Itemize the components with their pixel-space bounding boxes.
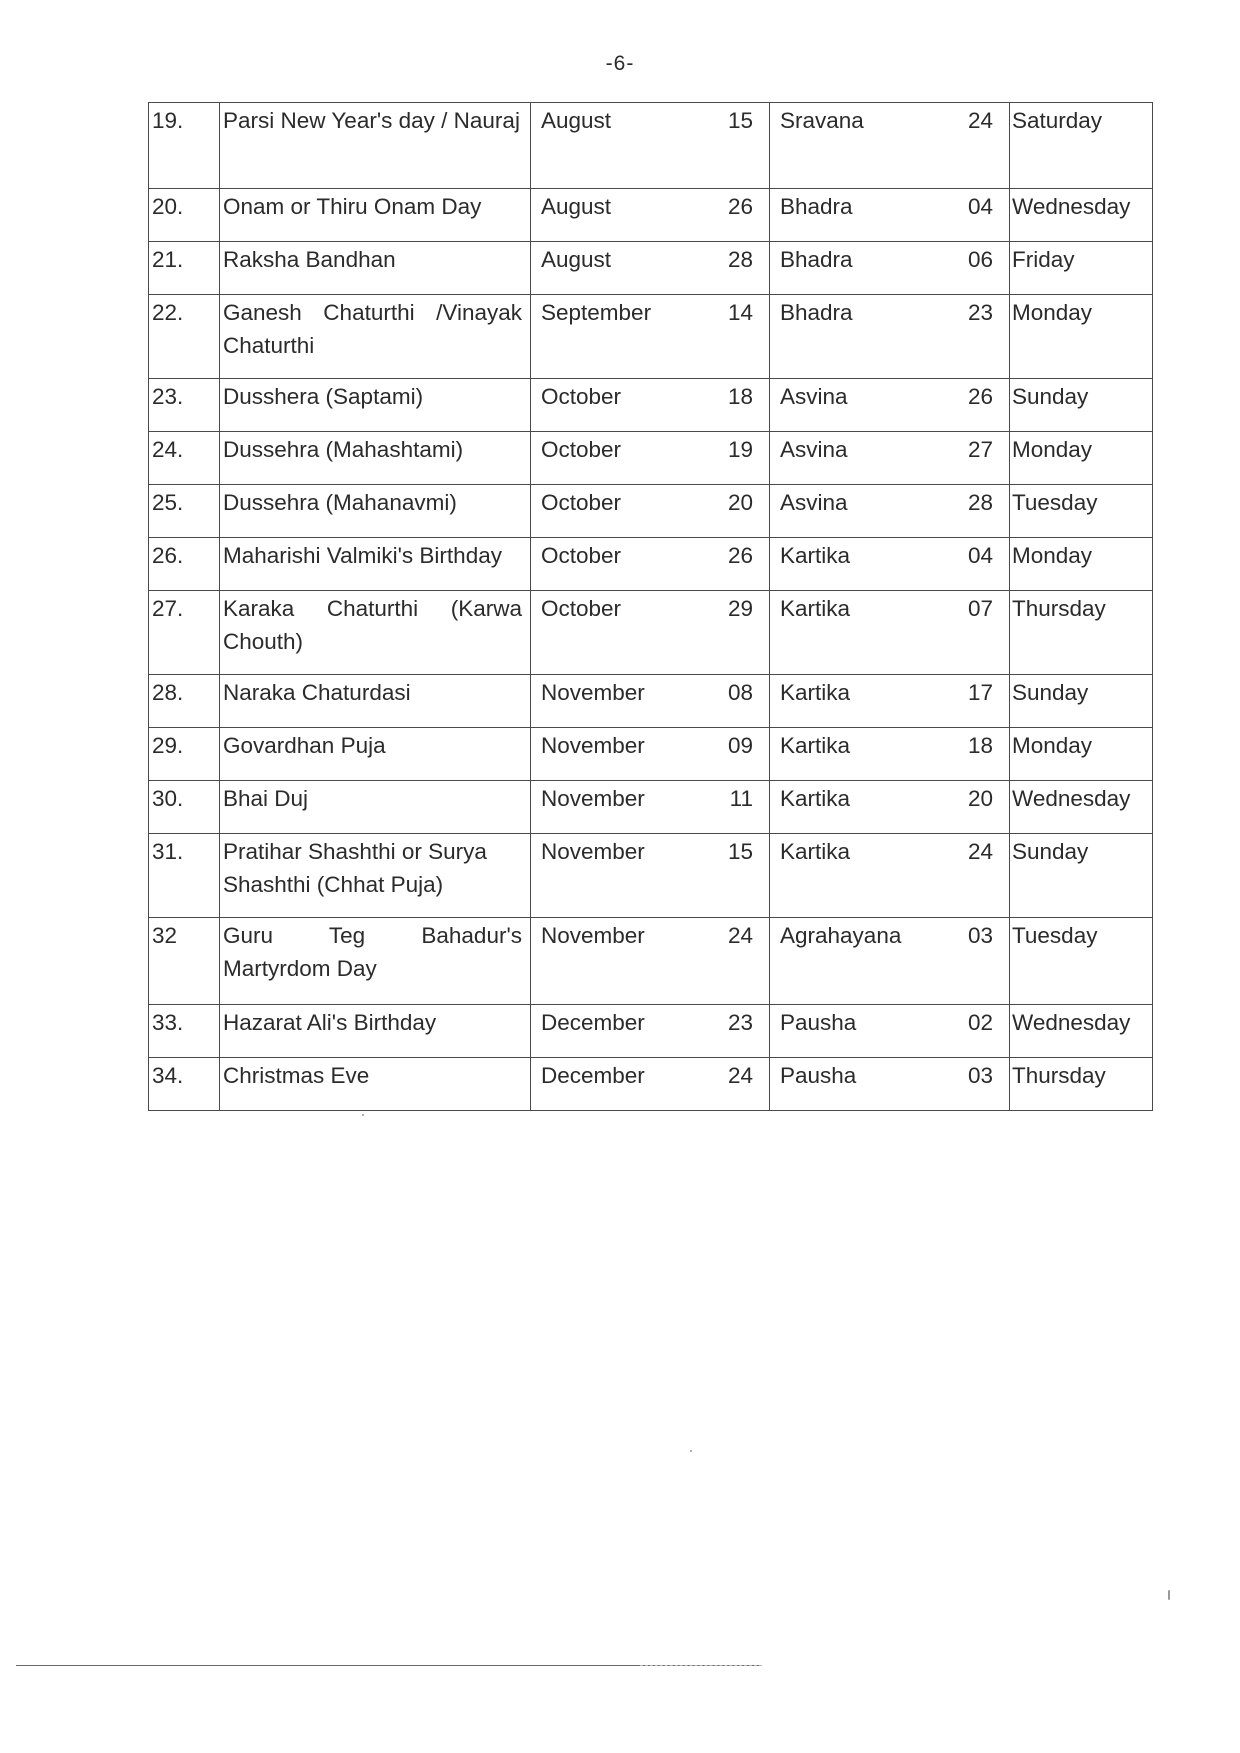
saka-date-cell xyxy=(770,242,1010,295)
gregorian-month: November xyxy=(541,923,645,948)
gregorian-date-cell xyxy=(531,379,770,432)
gregorian-date-cell xyxy=(531,918,770,1005)
holiday-name: Govardhan Puja xyxy=(223,733,386,758)
serial-number-cell xyxy=(149,1005,220,1058)
weekday-cell xyxy=(1010,728,1153,781)
serial-number-cell xyxy=(149,675,220,728)
saka-day: 04 xyxy=(967,194,993,219)
weekday: Monday xyxy=(1012,437,1093,462)
table-row xyxy=(149,591,1153,675)
holiday-name: Dusshera (Saptami) xyxy=(223,384,424,409)
table-row xyxy=(149,189,1153,242)
gregorian-month: October xyxy=(541,543,622,568)
serial-number-cell xyxy=(149,538,220,591)
scan-speck xyxy=(1168,1590,1170,1600)
weekday: Sunday xyxy=(1012,839,1089,864)
serial-number-cell xyxy=(149,103,220,189)
weekday-cell xyxy=(1010,834,1153,918)
weekday-cell xyxy=(1010,538,1153,591)
serial-number: 23. xyxy=(152,384,184,409)
gregorian-day: 26 xyxy=(727,543,753,568)
table-row xyxy=(149,781,1153,834)
gregorian-month: September xyxy=(541,300,652,325)
serial-number: 28. xyxy=(152,680,184,705)
serial-number: 31. xyxy=(152,839,184,864)
gregorian-day: 15 xyxy=(727,108,753,133)
gregorian-day: 09 xyxy=(727,733,753,758)
saka-date-cell xyxy=(770,781,1010,834)
gregorian-date-cell xyxy=(531,538,770,591)
table-row xyxy=(149,538,1153,591)
holiday-name-cell xyxy=(220,295,531,379)
weekday: Wednesday xyxy=(1012,194,1131,219)
serial-number: 33. xyxy=(152,1010,184,1035)
serial-number: 27. xyxy=(152,596,184,621)
gregorian-month: August xyxy=(541,194,612,219)
table-row xyxy=(149,485,1153,538)
weekday: Friday xyxy=(1012,247,1075,272)
gregorian-date-cell xyxy=(531,242,770,295)
gregorian-day: 11 xyxy=(729,786,753,811)
gregorian-month: November xyxy=(541,733,645,758)
scan-speck xyxy=(362,1114,364,1116)
gregorian-month: October xyxy=(541,384,622,409)
weekday-cell xyxy=(1010,242,1153,295)
holiday-name-cell xyxy=(220,242,531,295)
holiday-name: Christmas Eve xyxy=(223,1063,370,1088)
gregorian-month: November xyxy=(541,786,645,811)
table-row xyxy=(149,834,1153,918)
gregorian-date-cell xyxy=(531,432,770,485)
gregorian-day: 26 xyxy=(727,194,753,219)
gregorian-day: 08 xyxy=(727,680,753,705)
gregorian-date-cell xyxy=(531,295,770,379)
serial-number: 19. xyxy=(152,108,184,133)
gregorian-day: 20 xyxy=(727,490,753,515)
holiday-name-cell xyxy=(220,1058,531,1111)
saka-month: Bhadra xyxy=(780,300,853,325)
serial-number: 24. xyxy=(152,437,184,462)
weekday-cell xyxy=(1010,1058,1153,1111)
table-row xyxy=(149,242,1153,295)
holiday-name-cell xyxy=(220,485,531,538)
gregorian-date-cell xyxy=(531,834,770,918)
holiday-name: Naraka Chaturdasi xyxy=(223,680,411,705)
serial-number-cell xyxy=(149,432,220,485)
gregorian-day: 24 xyxy=(727,923,753,948)
serial-number-cell xyxy=(149,591,220,675)
saka-date-cell xyxy=(770,591,1010,675)
serial-number-cell xyxy=(149,1058,220,1111)
gregorian-date-cell xyxy=(531,675,770,728)
table-row xyxy=(149,432,1153,485)
table-row xyxy=(149,1005,1153,1058)
holiday-name: Dussehra (Mahashtami) xyxy=(223,437,464,462)
holiday-table xyxy=(148,102,1153,1111)
serial-number-cell xyxy=(149,379,220,432)
saka-month: Sravana xyxy=(780,108,864,133)
saka-day: 02 xyxy=(967,1010,993,1035)
saka-date-cell xyxy=(770,728,1010,781)
serial-number: 21. xyxy=(152,247,184,272)
gregorian-month: December xyxy=(541,1063,645,1088)
saka-month: Kartika xyxy=(780,680,851,705)
table-row xyxy=(149,103,1153,189)
gregorian-day: 23 xyxy=(727,1010,753,1035)
weekday: Wednesday xyxy=(1012,786,1131,811)
saka-month: Bhadra xyxy=(780,194,853,219)
holiday-name-cell xyxy=(220,781,531,834)
serial-number-cell xyxy=(149,242,220,295)
holiday-name-cell xyxy=(220,591,531,675)
holiday-name: Maharishi Valmiki's Birthday xyxy=(223,543,502,568)
saka-day: 24 xyxy=(967,108,993,133)
saka-month: Kartika xyxy=(780,786,851,811)
weekday: Thursday xyxy=(1012,1063,1106,1088)
weekday: Sunday xyxy=(1012,680,1089,705)
gregorian-month: October xyxy=(541,437,622,462)
gregorian-date-cell xyxy=(531,103,770,189)
holiday-name: Pratihar Shashthi or Surya Shashthi (Chhat Puja) xyxy=(223,839,487,897)
serial-number-cell xyxy=(149,918,220,1005)
page-number: -6- xyxy=(605,52,635,75)
serial-number: 32 xyxy=(152,923,178,948)
holiday-name: Parsi New Year's day / Nauraj xyxy=(223,108,520,133)
saka-month: Kartika xyxy=(780,596,851,621)
gregorian-date-cell xyxy=(531,189,770,242)
saka-date-cell xyxy=(770,1058,1010,1111)
holiday-name-cell xyxy=(220,432,531,485)
holiday-name-cell xyxy=(220,834,531,918)
saka-date-cell xyxy=(770,485,1010,538)
holiday-name: Karaka Chaturthi (Karwa Chouth) xyxy=(223,596,522,654)
saka-day: 07 xyxy=(967,596,993,621)
saka-date-cell xyxy=(770,675,1010,728)
table-row xyxy=(149,675,1153,728)
holiday-table-body xyxy=(149,103,1153,1111)
saka-day: 03 xyxy=(967,1063,993,1088)
saka-day: 04 xyxy=(967,543,993,568)
saka-date-cell xyxy=(770,918,1010,1005)
weekday: Monday xyxy=(1012,733,1093,758)
gregorian-date-cell xyxy=(531,1005,770,1058)
table-row xyxy=(149,379,1153,432)
weekday-cell xyxy=(1010,485,1153,538)
weekday-cell xyxy=(1010,432,1153,485)
saka-date-cell xyxy=(770,432,1010,485)
holiday-name: Ganesh Chaturthi /Vinayak Chaturthi xyxy=(223,300,522,358)
gregorian-date-cell xyxy=(531,591,770,675)
weekday-cell xyxy=(1010,781,1153,834)
gregorian-day: 24 xyxy=(727,1063,753,1088)
holiday-name-cell xyxy=(220,675,531,728)
gregorian-date-cell xyxy=(531,1058,770,1111)
saka-month: Asvina xyxy=(780,384,848,409)
weekday: Saturday xyxy=(1012,108,1103,133)
holiday-name: Hazarat Ali's Birthday xyxy=(223,1010,437,1035)
serial-number: 29. xyxy=(152,733,184,758)
weekday: Wednesday xyxy=(1012,1010,1131,1035)
saka-date-cell xyxy=(770,295,1010,379)
gregorian-day: 14 xyxy=(727,300,753,325)
saka-day: 17 xyxy=(967,680,993,705)
saka-day: 03 xyxy=(967,923,993,948)
saka-day: 23 xyxy=(967,300,993,325)
saka-day: 18 xyxy=(967,733,993,758)
gregorian-date-cell xyxy=(531,781,770,834)
serial-number: 20. xyxy=(152,194,184,219)
holiday-name: Guru Teg Bahadur's Martyrdom Day xyxy=(223,923,522,981)
weekday-cell xyxy=(1010,591,1153,675)
saka-day: 26 xyxy=(967,384,993,409)
serial-number: 30. xyxy=(152,786,184,811)
saka-day: 28 xyxy=(967,490,993,515)
serial-number: 34. xyxy=(152,1063,184,1088)
weekday: Thursday xyxy=(1012,596,1106,621)
saka-month: Kartika xyxy=(780,543,851,568)
saka-month: Agrahayana xyxy=(780,923,902,948)
saka-month: Pausha xyxy=(780,1063,857,1088)
saka-date-cell xyxy=(770,379,1010,432)
gregorian-date-cell xyxy=(531,728,770,781)
table-row xyxy=(149,918,1153,1005)
serial-number-cell xyxy=(149,834,220,918)
serial-number: 26. xyxy=(152,543,184,568)
weekday: Sunday xyxy=(1012,384,1089,409)
saka-date-cell xyxy=(770,538,1010,591)
weekday-cell xyxy=(1010,918,1153,1005)
weekday-cell xyxy=(1010,379,1153,432)
saka-month: Kartika xyxy=(780,733,851,758)
holiday-name-cell xyxy=(220,189,531,242)
holiday-name-cell xyxy=(220,538,531,591)
gregorian-month: August xyxy=(541,108,612,133)
weekday: Tuesday xyxy=(1012,490,1098,515)
scan-speck xyxy=(690,1450,692,1452)
gregorian-day: 29 xyxy=(727,596,753,621)
holiday-name-cell xyxy=(220,918,531,1005)
saka-date-cell xyxy=(770,103,1010,189)
holiday-name: Raksha Bandhan xyxy=(223,247,396,272)
footer-rule-faint xyxy=(640,1665,762,1666)
weekday-cell xyxy=(1010,1005,1153,1058)
gregorian-month: November xyxy=(541,680,645,705)
holiday-name: Dussehra (Mahanavmi) xyxy=(223,490,457,515)
gregorian-month: October xyxy=(541,596,622,621)
serial-number: 25. xyxy=(152,490,184,515)
serial-number-cell xyxy=(149,781,220,834)
weekday: Monday xyxy=(1012,300,1093,325)
serial-number: 22. xyxy=(152,300,184,325)
gregorian-day: 18 xyxy=(727,384,753,409)
saka-day: 20 xyxy=(967,786,993,811)
weekday-cell xyxy=(1010,189,1153,242)
serial-number-cell xyxy=(149,189,220,242)
holiday-name-cell xyxy=(220,728,531,781)
serial-number-cell xyxy=(149,728,220,781)
gregorian-day: 19 xyxy=(727,437,753,462)
saka-day: 06 xyxy=(967,247,993,272)
saka-month: Asvina xyxy=(780,490,848,515)
holiday-name: Bhai Duj xyxy=(223,786,309,811)
saka-date-cell xyxy=(770,1005,1010,1058)
table-row xyxy=(149,1058,1153,1111)
gregorian-month: December xyxy=(541,1010,645,1035)
holiday-name-cell xyxy=(220,379,531,432)
saka-month: Kartika xyxy=(780,839,851,864)
gregorian-month: October xyxy=(541,490,622,515)
saka-day: 24 xyxy=(967,839,993,864)
weekday-cell xyxy=(1010,103,1153,189)
gregorian-day: 28 xyxy=(727,247,753,272)
saka-date-cell xyxy=(770,189,1010,242)
gregorian-month: August xyxy=(541,247,612,272)
gregorian-day: 15 xyxy=(727,839,753,864)
weekday-cell xyxy=(1010,675,1153,728)
weekday-cell xyxy=(1010,295,1153,379)
holiday-name-cell xyxy=(220,1005,531,1058)
saka-month: Asvina xyxy=(780,437,848,462)
weekday: Tuesday xyxy=(1012,923,1098,948)
gregorian-month: November xyxy=(541,839,645,864)
table-row xyxy=(149,728,1153,781)
saka-day: 27 xyxy=(967,437,993,462)
saka-date-cell xyxy=(770,834,1010,918)
saka-month: Pausha xyxy=(780,1010,857,1035)
saka-month: Bhadra xyxy=(780,247,853,272)
weekday: Monday xyxy=(1012,543,1093,568)
holiday-name: Onam or Thiru Onam Day xyxy=(223,194,482,219)
serial-number-cell xyxy=(149,485,220,538)
gregorian-date-cell xyxy=(531,485,770,538)
serial-number-cell xyxy=(149,295,220,379)
table-row xyxy=(149,295,1153,379)
holiday-name-cell xyxy=(220,103,531,189)
